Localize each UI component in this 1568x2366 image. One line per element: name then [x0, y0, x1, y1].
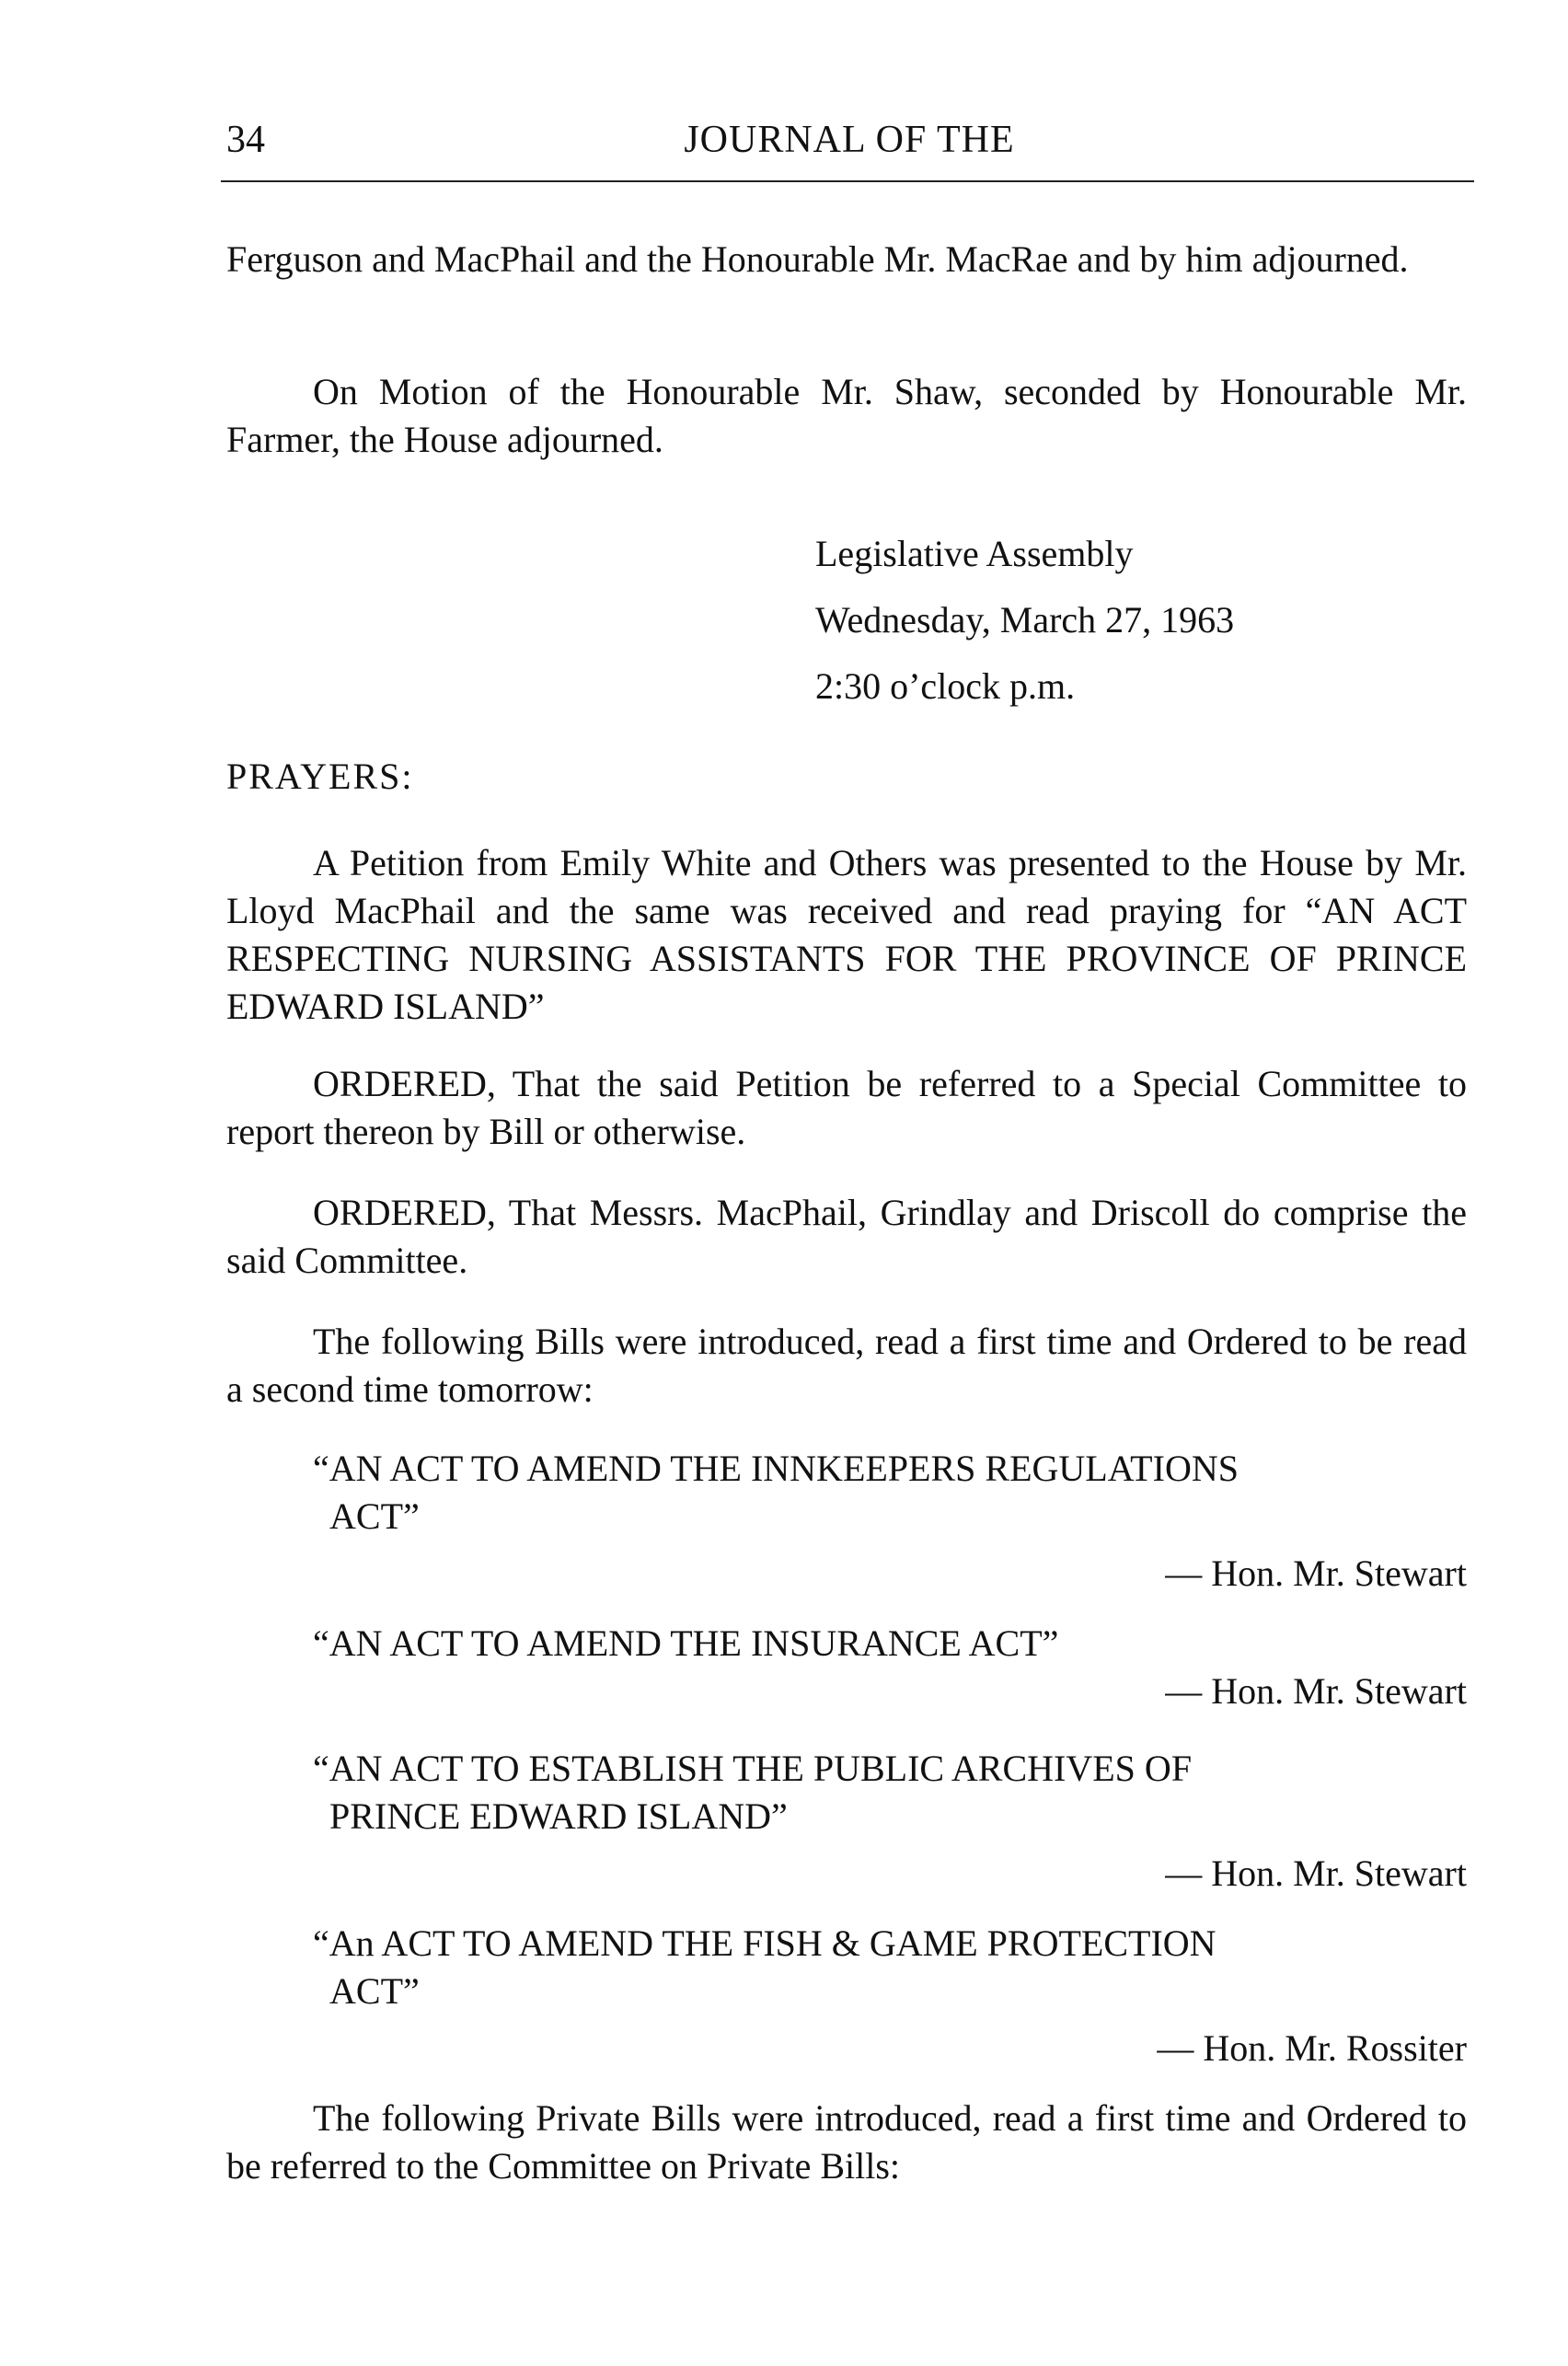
- paragraph-adjournment-debate: Ferguson and MacPhail and the Honourable Mr. MacRae and by him adjourned.: [226, 238, 1409, 280]
- bill-sponsor: — Hon. Mr. Stewart: [1165, 1670, 1467, 1712]
- paragraph-committee-members: ORDERED, That Messrs. MacPhail, Grindlay and Driscoll do comprise the said Committee.: [226, 1192, 1467, 1281]
- bill-title-line: “AN ACT TO ESTABLISH THE PUBLIC ARCHIVES OF: [313, 1748, 1193, 1789]
- prayers-heading: PRAYERS:: [226, 756, 414, 797]
- paragraph-bills-intro: The following Bills were introduced, read a first time and Ordered to be read a second time tomorrow:: [226, 1321, 1467, 1410]
- paragraph-private-bills-intro: The following Private Bills were introduced, read a first time and Ordered to be referred to the Committee on Private Bills:: [226, 2097, 1467, 2187]
- bill-entry: [313, 1620, 1467, 1715]
- sitting-time: 2:30 o’clock p.m.: [815, 665, 1076, 707]
- paragraph-petition: A Petition from Emily White and Others was presented to the House by Mr. Lloyd MacPhail and the same was received and read praying for “AN ACT RESPECTING NURSING ASSISTANTS FOR THE PROVINCE OF PRINCE EDWARD ISLAND”: [226, 842, 1467, 1027]
- bill-title-line: “AN ACT TO AMEND THE INNKEEPERS REGULATIONS: [313, 1448, 1239, 1489]
- bill-title-line: PRINCE EDWARD ISLAND”: [329, 1795, 788, 1837]
- bill-title-line: ACT”: [329, 1970, 420, 2012]
- sitting-body: Legislative Assembly: [815, 533, 1134, 574]
- bill-entry: [313, 1745, 1467, 1898]
- bill-entry: [313, 1920, 1467, 2072]
- running-head: JOURNAL OF THE: [684, 119, 1015, 161]
- bill-sponsor: — Hon. Mr. Rossiter: [1157, 2027, 1467, 2069]
- header-rule: [221, 180, 1474, 182]
- page-number: 34: [226, 119, 265, 161]
- bill-title: [313, 1445, 1467, 1541]
- bill-title: [313, 1745, 1467, 1841]
- bill-title: [313, 1620, 1467, 1668]
- bill-title-line: “An ACT TO AMEND THE FISH & GAME PROTECTION: [313, 1922, 1216, 1964]
- sitting-date: Wednesday, March 27, 1963: [815, 599, 1235, 641]
- page-header: [226, 118, 1472, 169]
- bill-entry: [313, 1445, 1467, 1598]
- bill-title-line: ACT”: [329, 1495, 420, 1537]
- paragraph-petition-referral: ORDERED, That the said Petition be referred to a Special Committee to report thereon by Bill or otherwise.: [226, 1063, 1467, 1152]
- bill-title-line: “AN ACT TO AMEND THE INSURANCE ACT”: [313, 1622, 1059, 1664]
- paragraph-house-adjourned: On Motion of the Honourable Mr. Shaw, seconded by Honourable Mr. Farmer, the House adjourned.: [226, 371, 1467, 460]
- sitting-heading: [815, 521, 1459, 720]
- bill-sponsor: — Hon. Mr. Stewart: [1165, 1852, 1467, 1894]
- bill-title: [313, 1920, 1467, 2015]
- bill-sponsor: — Hon. Mr. Stewart: [1165, 1552, 1467, 1594]
